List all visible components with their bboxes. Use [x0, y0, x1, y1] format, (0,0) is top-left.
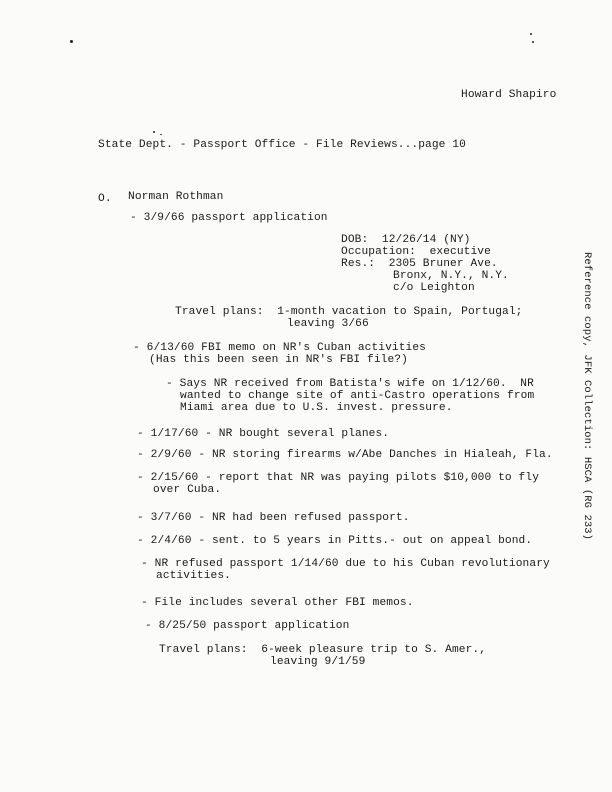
- travel-plans-2: Travel plans: 6-week pleasure trip to S. Amer.,: [159, 644, 487, 656]
- refused-entry: - 3/7/60 - NR had been refused passport.: [137, 512, 410, 524]
- batista-entry-cont-1: wanted to change site of anti-Castro operations from: [180, 390, 535, 402]
- archive-margin-note: Reference copy, JFK Collection: HSCA (RG 233): [581, 252, 593, 541]
- dob-line: DOB: 12/26/14 (NY): [341, 234, 471, 246]
- residence-line-1: Res.: 2305 Bruner Ave.: [341, 258, 498, 270]
- pilots-entry: - 2/15/60 - report that NR was paying pilots $10,000 to fly: [137, 472, 540, 484]
- residence-line-3: c/o Leighton: [393, 282, 475, 294]
- scan-speck: [530, 33, 532, 35]
- scan-speck: [532, 41, 534, 43]
- planes-entry: - 1/17/60 - NR bought several planes.: [137, 428, 390, 440]
- scan-speck: [153, 131, 155, 133]
- occupation-line: Occupation: executive: [341, 246, 491, 258]
- pilots-entry-cont: over Cuba.: [153, 484, 222, 496]
- refused-revolutionary-cont: activities.: [156, 570, 231, 582]
- fbi-memo-entry: - 6/13/60 FBI memo on NR's Cuban activities: [133, 342, 426, 354]
- travel-plans-2-cont: leaving 9/1/59: [270, 656, 366, 668]
- batista-entry-cont-2: Miami area due to U.S. invest. pressure.: [180, 402, 453, 414]
- entry-passport-1966: - 3/9/66 passport application: [130, 212, 328, 224]
- fbi-memos-entry: - File includes several other FBI memos.: [141, 597, 414, 609]
- travel-plans-1: Travel plans: 1-month vacation to Spain, Portugal;: [175, 306, 523, 318]
- refused-revolutionary-entry: - NR refused passport 1/14/60 due to his Cuban revolutionary: [141, 558, 550, 570]
- firearms-entry: - 2/9/60 - NR storing firearms w/Abe Danches in Hialeah, Fla.: [137, 449, 553, 461]
- scan-speck: [160, 134, 162, 135]
- scan-speck: [70, 40, 73, 43]
- author-name: Howard Shapiro: [461, 89, 557, 101]
- fbi-memo-note: (Has this been seen in NR's FBI file?): [149, 354, 408, 366]
- travel-plans-1-cont: leaving 3/66: [287, 318, 369, 330]
- sentence-entry: - 2/4/60 - sent. to 5 years in Pitts.- out on appeal bond.: [137, 535, 533, 547]
- section-marker: O.: [98, 193, 112, 205]
- page-title: State Dept. - Passport Office - File Reviews...page 10: [98, 139, 466, 151]
- section-name: Norman Rothman: [128, 191, 224, 203]
- entry-passport-1950: - 8/25/50 passport application: [145, 620, 350, 632]
- batista-entry: - Says NR received from Batista's wife on 1/12/60. NR: [166, 378, 534, 390]
- residence-line-2: Bronx, N.Y., N.Y.: [393, 270, 509, 282]
